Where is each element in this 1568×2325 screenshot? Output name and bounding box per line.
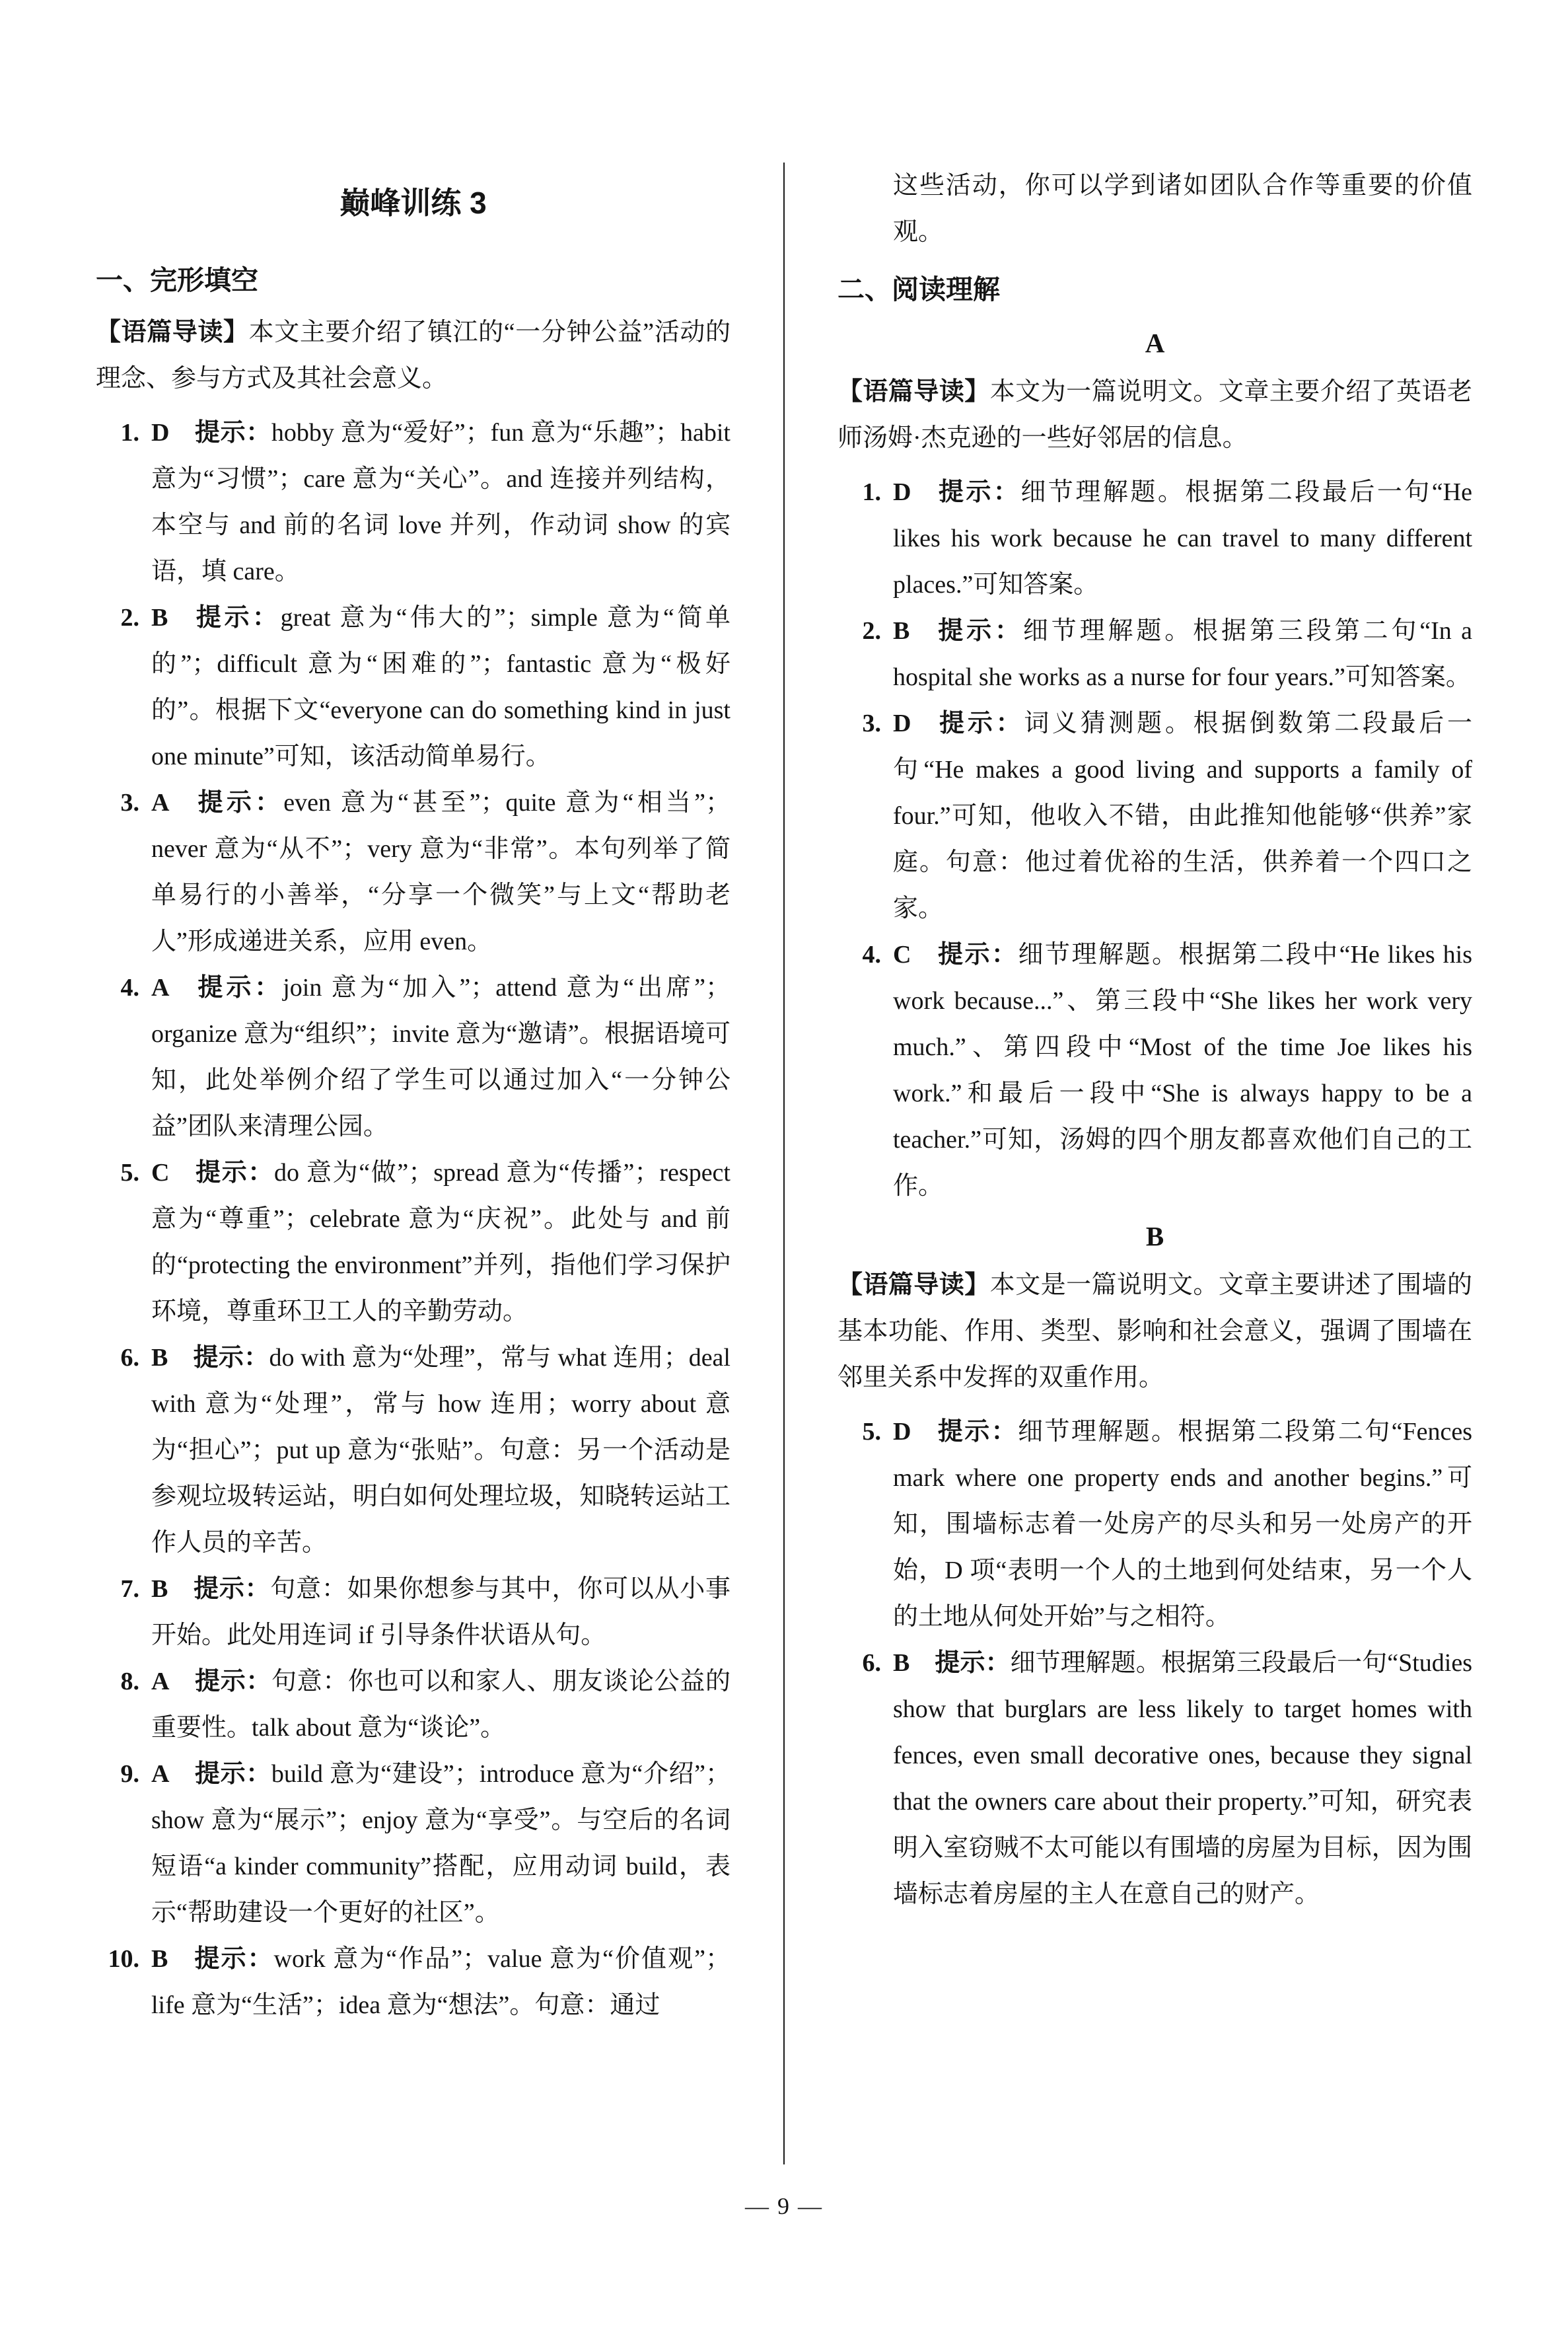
hint-text: build 意为“建设”；introduce 意为“介绍”；show 意为“展示”；enjoy 意为“享受”。与空后的名词短语“a kinder community”搭配，应用动词 build，表示“帮助建设一个更好的社区”。	[151, 1760, 731, 1927]
hint-label: 提示：	[194, 1760, 271, 1788]
item-content	[151, 965, 731, 1150]
item-content	[151, 1566, 731, 1658]
intro-label: 【语篇导读】	[837, 1271, 990, 1299]
reading-b-item-6	[837, 1640, 1472, 1917]
passage-a-intro	[837, 369, 1472, 461]
hint-label: 提示：	[194, 1159, 274, 1187]
item-number: 6.	[862, 1649, 881, 1677]
item-content	[151, 1936, 731, 2028]
page-number: — 9 —	[745, 2193, 823, 2219]
item-answer: C	[151, 1159, 170, 1187]
hint-label: 提示：	[193, 1344, 269, 1372]
cloze-intro	[96, 309, 731, 402]
left-column	[96, 163, 731, 2164]
hint-label: 提示：	[936, 710, 1024, 737]
cloze-item-5	[96, 1150, 731, 1335]
item-number: 4.	[120, 974, 139, 1002]
passage-a-label: A	[1145, 328, 1165, 358]
cloze-item-9	[96, 1751, 731, 1936]
item-content	[151, 595, 731, 780]
item-content	[893, 1409, 1472, 1640]
item-answer: B	[893, 617, 910, 645]
passage-b-intro	[837, 1262, 1472, 1401]
item-content	[893, 932, 1472, 1209]
item-answer: B	[893, 1649, 910, 1677]
intro-label: 【语篇导读】	[96, 318, 249, 346]
item-answer: D	[893, 1418, 911, 1446]
item-answer: A	[151, 789, 170, 817]
hint-label: 提示：	[193, 604, 281, 632]
hint-label: 提示：	[194, 1668, 272, 1695]
hint-text: 细节理解题。根据第二段最后一句“He likes his work because he can travel to many different places.”可知答案。	[893, 478, 1472, 599]
cloze-item-3	[96, 780, 731, 965]
reading-a-item-3	[837, 700, 1472, 932]
item-number: 10.	[108, 1945, 139, 1973]
item-answer: B	[151, 604, 168, 632]
hint-text: 句意：你也可以和家人、朋友谈论公益的重要性。talk about 意为“谈论”。	[151, 1668, 731, 1742]
hint-text: even 意为“甚至”；quite 意为“相当”；never 意为“从不”；very 意为“非常”。本句列举了简单易行的小善举，“分享一个微笑”与上文“帮助老人”形成递进关系，应用 even。	[151, 789, 731, 955]
intro-text: 本文为一篇说明文。文章主要介绍了英语老师汤姆·杰克逊的一些好邻居的信息。	[837, 378, 1472, 452]
hint-label: 提示：	[194, 974, 283, 1002]
item-content	[151, 780, 731, 965]
hint-text: great 意为“伟大的”；simple 意为“简单的”；difficult 意为“困难的”；fantastic 意为“极好的”。根据下文“everyone can do something kind in just one minute”可知，该活动简单易行。	[151, 604, 731, 770]
item-answer: A	[151, 974, 170, 1002]
item-number: 1.	[862, 478, 881, 506]
item-answer: B	[151, 1945, 168, 1973]
passage-b-label: B	[1145, 1221, 1164, 1251]
hint-text: 细节理解题。根据第二段中“He likes his work because...”、第三段中“She likes her work very much.”、第四段中“Most of the time Joe likes his work.”和最后一段中“She is always happy to be a teacher.”可知，汤姆的四个朋友都喜欢他们自己的工作。	[893, 941, 1472, 1200]
item-number: 8.	[120, 1668, 139, 1695]
hint-text: join 意为“加入”；attend 意为“出席”；organize 意为“组织”；invite 意为“邀请”。根据语境可知，此处举例介绍了学生可以通过加入“一分钟公益”团队来清理公园。	[151, 974, 731, 1140]
item-number: 3.	[862, 710, 881, 737]
item-number: 7.	[120, 1575, 139, 1603]
item-answer: B	[151, 1575, 168, 1603]
hint-text: do 意为“做”；spread 意为“传播”；respect 意为“尊重”；celebrate 意为“庆祝”。此处与 and 前的“protecting the environment”并列，指他们学习保护环境，尊重环卫工人的辛勤劳动。	[151, 1159, 731, 1325]
item-content	[893, 1640, 1472, 1917]
cloze-item-8	[96, 1658, 731, 1751]
item-content	[893, 469, 1472, 608]
item-number: 2.	[120, 604, 139, 632]
item-content	[151, 410, 731, 595]
hint-label: 提示：	[193, 1945, 274, 1973]
reading-b-item-5	[837, 1409, 1472, 1640]
item-content	[151, 1751, 731, 1936]
cloze-item-2	[96, 595, 731, 780]
item-number: 5.	[862, 1418, 881, 1446]
item-answer: B	[151, 1344, 168, 1372]
item-content	[893, 700, 1472, 932]
hint-text: 词义猜测题。根据倒数第二段最后一句“He makes a good living and supports a family of four.”可知，他收入不错，由此推知他能够“供养”家庭。句意：他过着优裕的生活，供养着一个四口之家。	[893, 710, 1472, 922]
hint-text: hobby 意为“爱好”；fun 意为“乐趣”；habit 意为“习惯”；care 意为“关心”。and 连接并列结构，本空与 and 前的名词 love 并列，作动词 show 的宾语，填 care。	[151, 419, 731, 585]
item-answer: A	[151, 1668, 170, 1695]
cloze-item-10	[96, 1936, 731, 2028]
cloze-item-10-continuation: 这些活动，你可以学到诸如团队合作等重要的价值观。	[893, 172, 1472, 246]
item-number: 2.	[862, 617, 881, 645]
hint-label: 提示：	[936, 478, 1021, 506]
hint-label: 提示：	[193, 1575, 271, 1603]
item-answer: A	[151, 1760, 170, 1788]
reading-a-item-4	[837, 932, 1472, 1209]
hint-text: 句意：如果你想参与其中，你可以从小事开始。此处用连词 if 引导条件状语从句。	[151, 1575, 731, 1649]
item-content	[151, 1150, 731, 1335]
cloze-item-4	[96, 965, 731, 1150]
item-content	[151, 1335, 731, 1566]
hint-label: 提示：	[935, 617, 1023, 645]
hint-label: 提示：	[936, 1418, 1018, 1446]
hint-text: 细节理解题。根据第三段第二句“In a hospital she works as a nurse for four years.”可知答案。	[893, 617, 1472, 691]
hint-text: 细节理解题。根据第二段第二句“Fences mark where one property ends and another begins.”可知，围墙标志着一处房产的尽头和另一处房产的开始，D 项“表明一个人的土地到何处结束，另一个人的土地从何处开始”与之相符。	[893, 1418, 1472, 1631]
page-columns	[96, 163, 1472, 2164]
section-heading-cloze: 一、完形填空	[96, 265, 258, 295]
hint-label: 提示：	[935, 1649, 1011, 1677]
item-content	[893, 608, 1472, 700]
hint-label: 提示：	[194, 789, 284, 817]
hint-text: work 意为“作品”；value 意为“价值观”；life 意为“生活”；idea 意为“想法”。句意：通过	[151, 1945, 731, 2019]
item-number: 4.	[862, 941, 881, 969]
item-content	[151, 1658, 731, 1751]
item-number: 6.	[120, 1344, 139, 1372]
hint-label: 提示：	[194, 419, 271, 447]
item-number: 1.	[120, 419, 139, 447]
hint-text: do with 意为“处理”，常与 what 连用；deal with 意为“处理”，常与 how 连用；worry about 意为“担心”；put up 意为“张贴”。句意：另一个活动是参观垃圾转运站，明白如何处理垃圾，知晓转运站工作人员的辛苦。	[151, 1344, 731, 1557]
item-answer: D	[151, 419, 170, 447]
reading-a-item-2	[837, 608, 1472, 700]
hint-text: 细节理解题。根据第三段最后一句“Studies show that burglars are less likely to target homes with fences, even small decorative ones, because they signal that the owners care about their property.”可知，研究表明入室窃贼不太可能以有围墙的房屋为目标，因为围墙标志着房屋的主人在意自己的财产。	[893, 1649, 1472, 1908]
cloze-item-7	[96, 1566, 731, 1658]
reading-a-item-1	[837, 469, 1472, 608]
item-number: 9.	[120, 1760, 139, 1788]
column-divider	[783, 163, 785, 2164]
hint-label: 提示：	[936, 941, 1018, 969]
item-number: 3.	[120, 789, 139, 817]
cloze-item-6	[96, 1335, 731, 1566]
right-column	[837, 163, 1472, 2164]
intro-label: 【语篇导读】	[837, 378, 990, 406]
intro-text: 本文是一篇说明文。文章主要讲述了围墙的基本功能、作用、类型、影响和社会意义，强调了围墙在邻里关系中发挥的双重作用。	[837, 1271, 1472, 1391]
page-title: 巅峰训练 3	[339, 186, 487, 220]
intro-text: 本文主要介绍了镇江的“一分钟公益”活动的理念、参与方式及其社会意义。	[96, 318, 731, 392]
item-answer: D	[893, 478, 911, 506]
cloze-item-1	[96, 410, 731, 595]
section-heading-reading: 二、阅读理解	[837, 274, 1000, 305]
item-answer: D	[893, 710, 911, 737]
item-number: 5.	[120, 1159, 139, 1187]
item-answer: C	[893, 941, 911, 969]
